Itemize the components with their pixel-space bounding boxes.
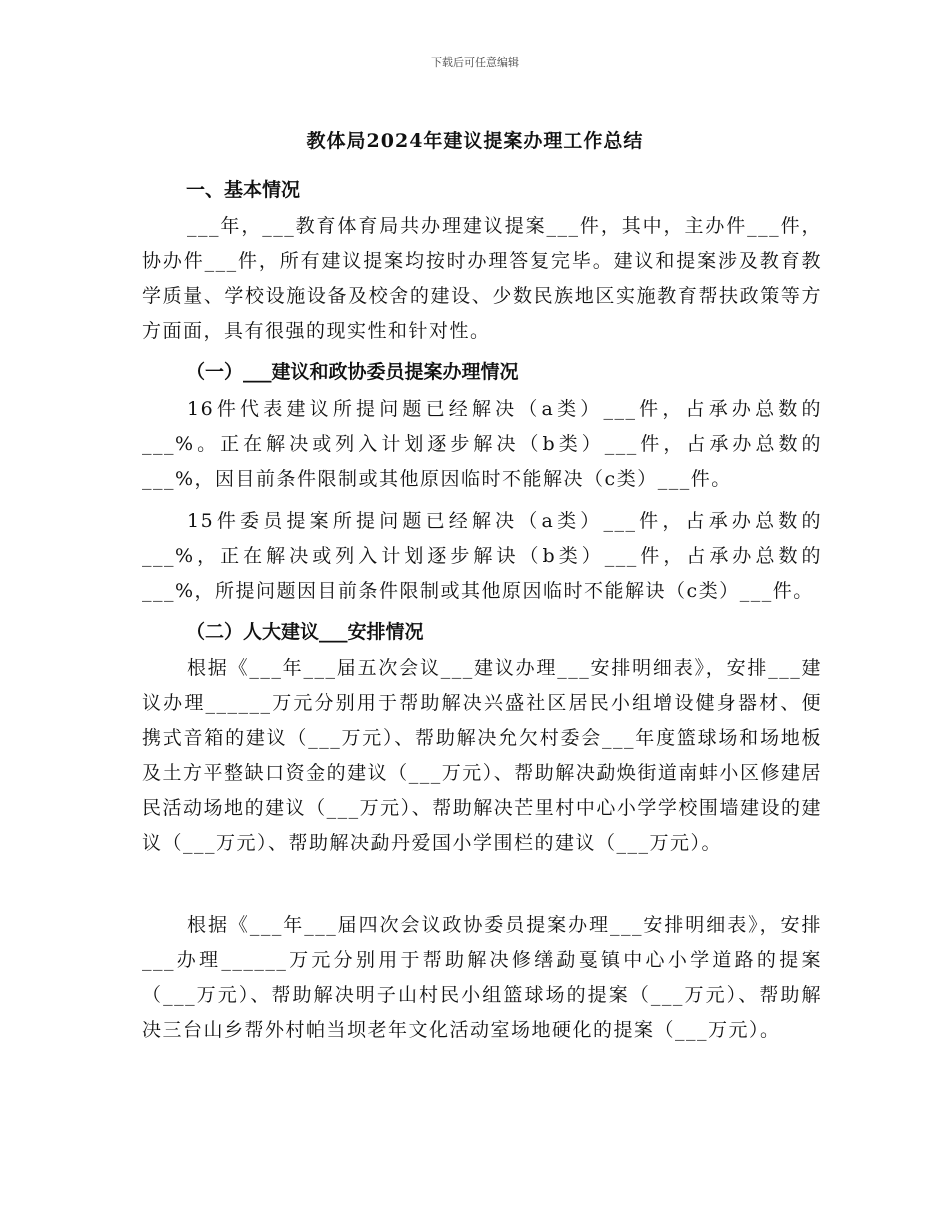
paragraph-representative-suggestions: 16件代表建议所提问题已经解决（a类）___件，占承办总数的___%。正在解决或列入计划逐步解决（b类）___件，占承办总数的___%，因目前条件限制或其他原因临时不能解决（c类）___件。 <box>142 398 822 490</box>
subsection-heading-2: （二）人大建议___安排情况 <box>186 621 424 643</box>
paragraph-member-proposals: 15件委员提案所提问题已经解决（a类）___件，占承办总数的___%，正在解决或列入计划逐步解诀（b类）___件，占承办总数的___%，所提问题因目前条件限制或其他原因临时不能解诀（c类）___件。 <box>142 510 822 602</box>
paragraph-cppcc-arrangement: 根据《___年___届四次会议政协委员提案办理___安排明细表》，安排___办理______万元分别用于帮助解决修缮勐戛镇中心小学道路的提案（___万元）、帮助解决明子山村民小组篮球场的提案（___万元）、帮助解决三台山乡帮外村帕当坝老年文化活动室场地硬化的提案（___万元）。 <box>142 914 822 1041</box>
section-heading-basic: 一、基本情况 <box>186 179 301 201</box>
document-title: 教体局2024年建议提案办理工作总结 <box>306 130 644 152</box>
page-header: 下载后可任意编辑 <box>431 56 519 69</box>
subsection-heading-1: （一）___建议和政协委员提案办理情况 <box>186 361 519 383</box>
paragraph-npc-arrangement: 根据《___年___届五次会议___建议办理___安排明细表》，安排___建议办理______万元分别用于帮助解决兴盛社区居民小组增设健身器材、便携式音箱的建议（___万元）、帮助解决允欠村委会___年度篮球场和场地板及土方平整缺口资金的建议（___万元）、帮助解决勐焕街道南蚌小区修建居民活动场地的建议（___万元）、帮助解决芒里村中心小学学校围墙建设的建议（___万元）、帮助解决勐丹爱国小学围栏的建议（___万元）。 <box>142 657 822 854</box>
paragraph-basic: ___年，___教育体育局共办理建议提案___件，其中，主办件___件，协办件___件，所有建议提案均按时办理答复完毕。建议和提案涉及教育教学质量、学校设施设备及校舍的建设、少数民族地区实施教育帮扶政策等方方面面，具有很强的现实性和针对性。 <box>142 215 822 342</box>
